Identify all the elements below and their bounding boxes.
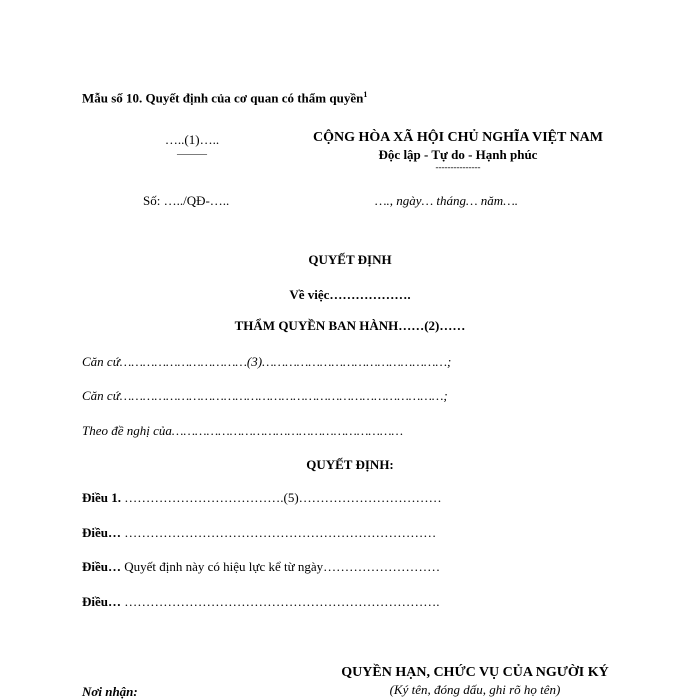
article-text: ……………………………………………………………….: [121, 594, 440, 609]
article-1: [82, 490, 442, 506]
decides-heading: QUYẾT ĐỊNH:: [306, 457, 394, 472]
article-text: ……………………………….(5)……………………………: [121, 490, 442, 505]
form-title: [82, 90, 367, 106]
authority-line: THẨM QUYỀN BAN HÀNH……(2)……: [234, 318, 466, 333]
article-2: [82, 525, 436, 541]
national-header: [300, 130, 616, 172]
article-3: [82, 559, 440, 575]
signer-title: QUYỀN HẠN, CHỨC VỤ CỦA NGƯỜI KÝ: [341, 665, 609, 680]
document-number: Số: …../QĐ-…..: [143, 193, 230, 208]
basis-line-1: Căn cứ……………………………(3)…………………………………………;: [82, 354, 452, 369]
agency-placeholder: …..(1)…..: [164, 132, 220, 147]
signer-note: (Ký tên, đóng dấu, ghi rõ họ tên): [389, 682, 561, 697]
article-text: ………………………………………………………………: [121, 525, 437, 540]
agency-block: [150, 132, 234, 160]
motto-rule: ---------------: [435, 162, 481, 172]
form-title-text: Mẫu số 10. Quyết định của cơ quan có thẩm quyền: [82, 90, 364, 106]
agency-rule: ———: [177, 149, 207, 160]
signature-block: [315, 665, 635, 698]
national-title: CỘNG HÒA XÃ HỘI CHỦ NGHĨA VIỆT NAM: [312, 130, 603, 145]
subject-line: Về việc……………….: [289, 287, 411, 302]
article-4: [82, 594, 440, 610]
footnote-ref: 1: [363, 90, 368, 99]
date-line: …., ngày… tháng… năm….: [375, 193, 519, 208]
recipients-label: Nơi nhận:: [82, 684, 138, 699]
basis-line-2: Căn cứ…………………………………………………………………………;: [82, 388, 448, 403]
article-label: Điều…: [82, 525, 121, 540]
article-label: Điều…: [82, 594, 121, 609]
motto: Độc lập - Tự do - Hạnh phúc: [378, 147, 538, 162]
article-label: Điều 1.: [82, 490, 121, 505]
article-text: Quyết định này có hiệu lực kể từ ngày………………………: [121, 559, 441, 574]
decision-heading: QUYẾT ĐỊNH: [308, 252, 392, 267]
article-label: Điều…: [82, 559, 121, 574]
proposal-line: Theo đề nghị của……………………………………………………: [82, 423, 404, 438]
